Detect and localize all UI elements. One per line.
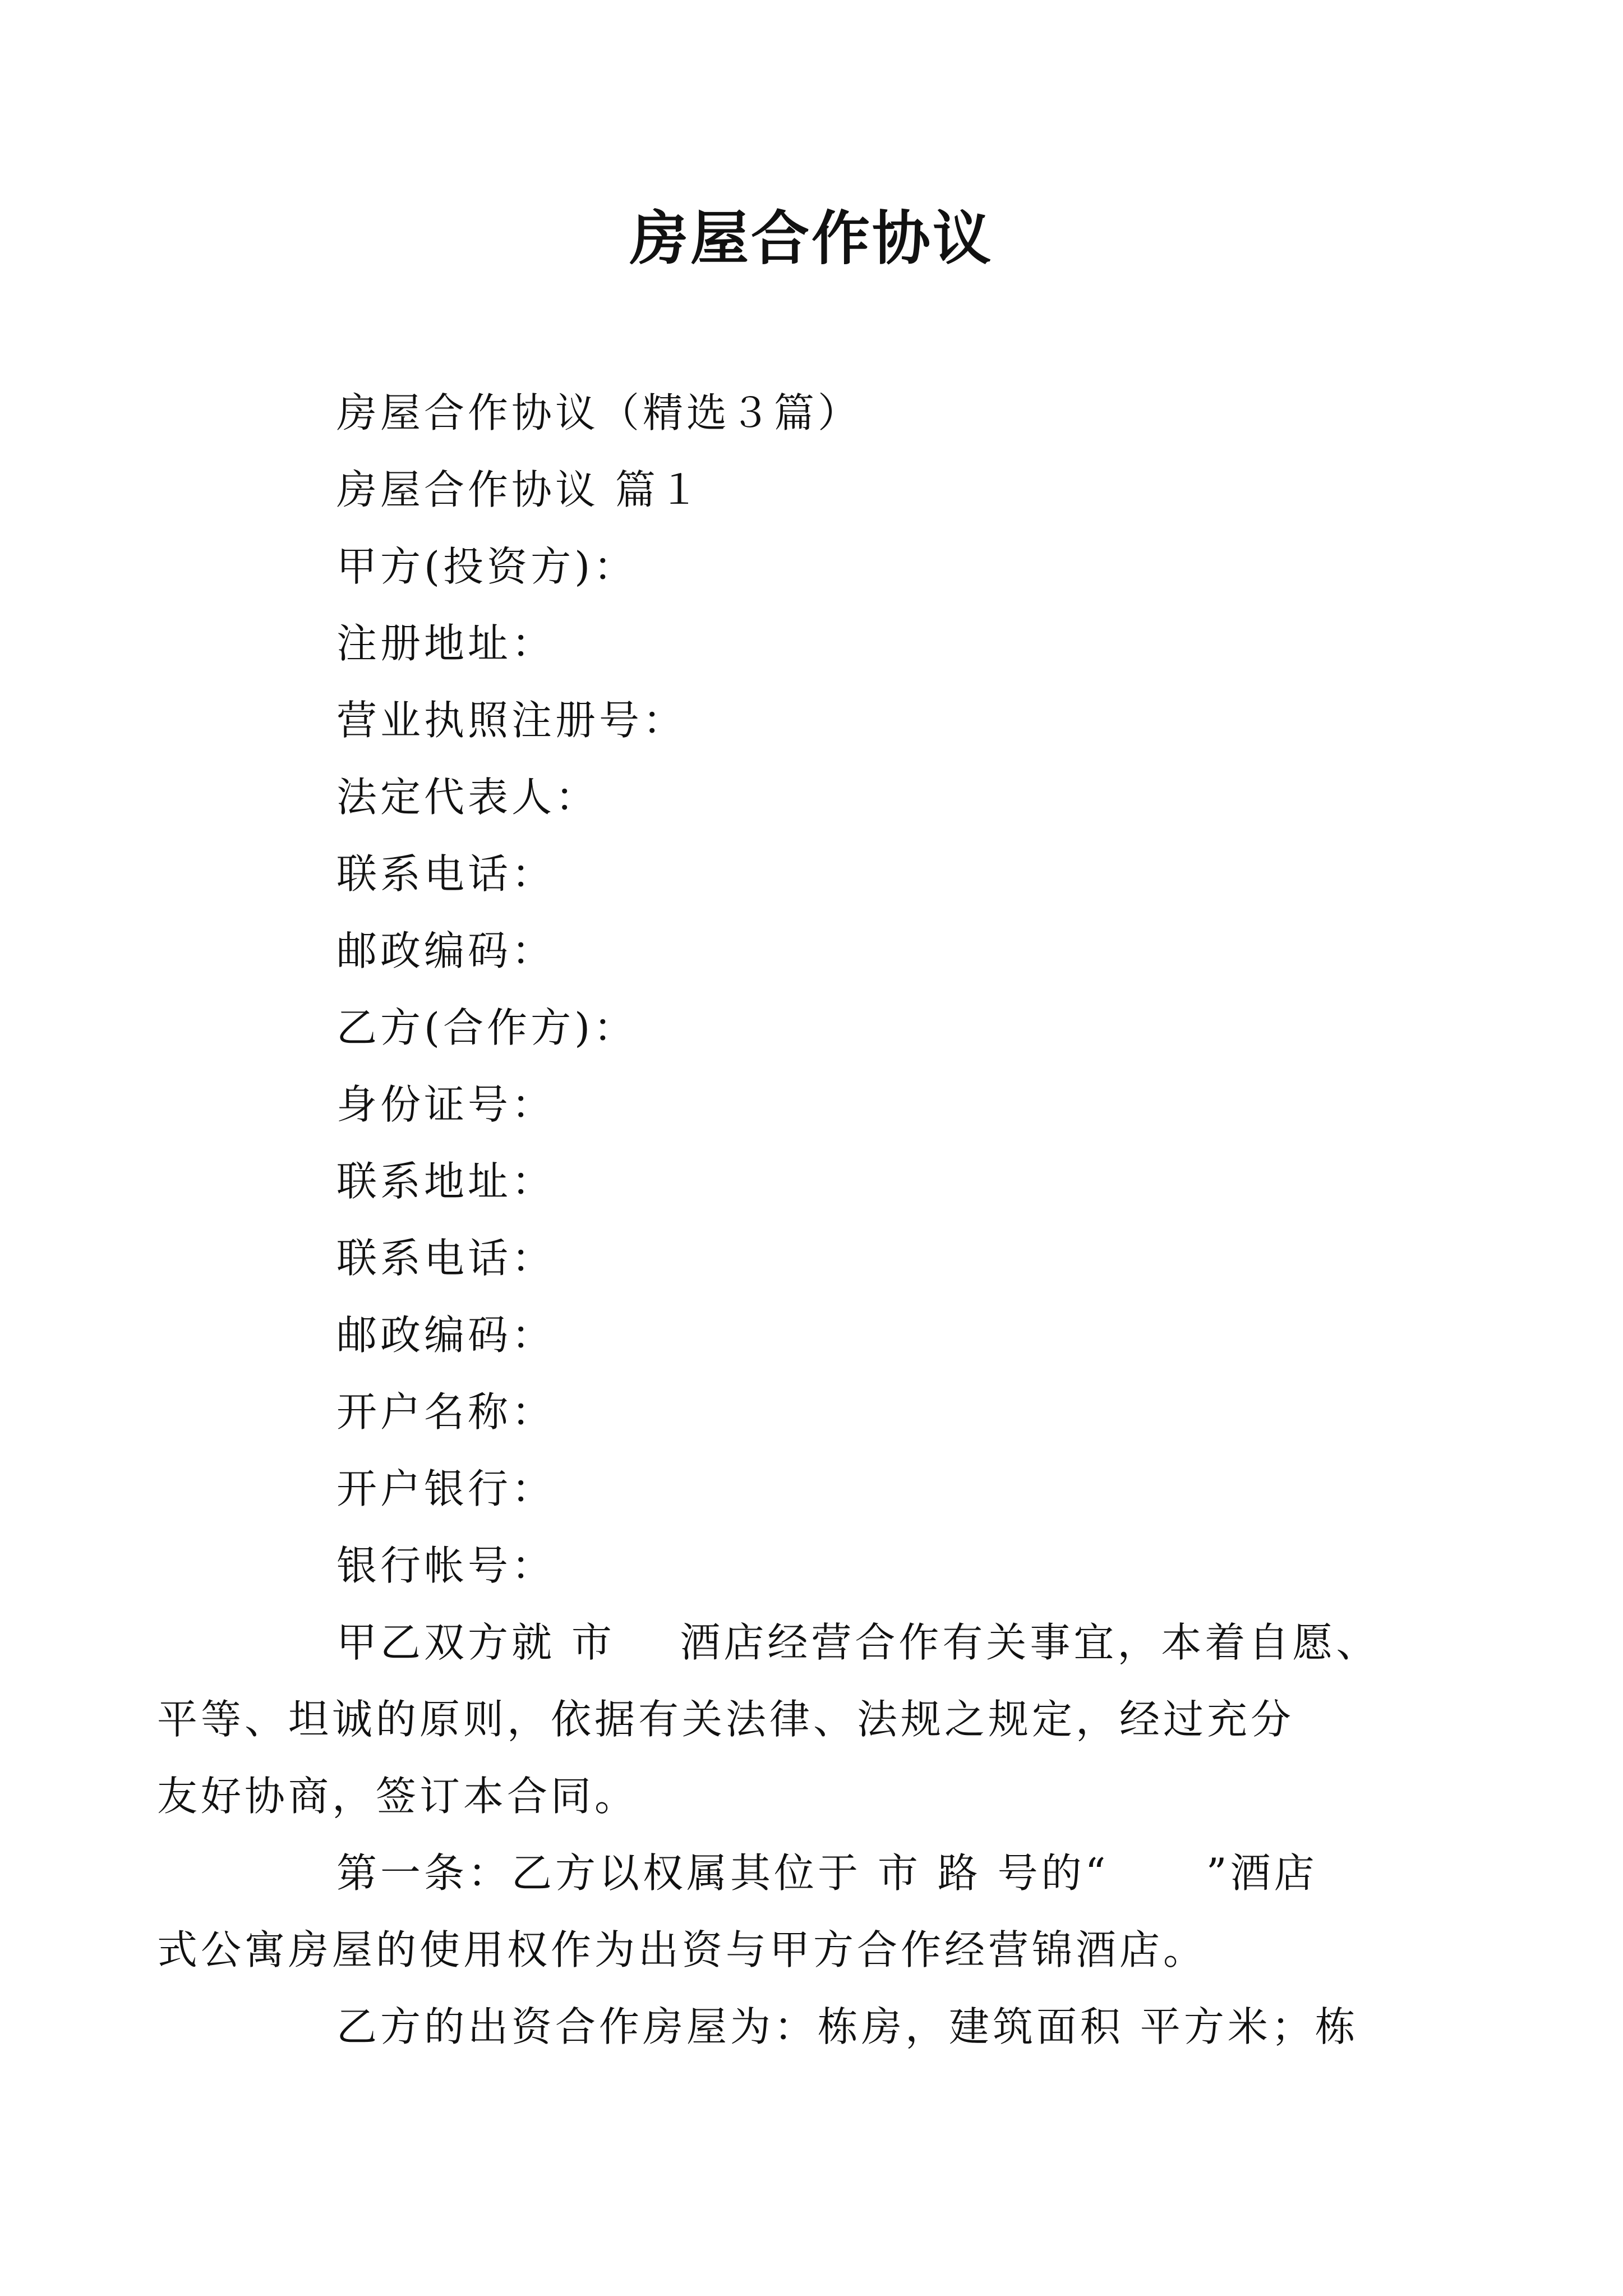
paragraph-2-line-1: 第一条：乙方以权属其位于 市 路 号的“ ”酒店 <box>336 1849 1318 1897</box>
party-a-phone-field: 联系电话： <box>336 850 556 898</box>
paragraph-3-line-1: 乙方的出资合作房屋为：栋房，建筑面积 平方米；栋 <box>336 2003 1359 2050</box>
bank-account-field: 银行帐号： <box>336 1542 556 1589</box>
subtitle-line: 房屋合作协议（精选３篇） <box>336 389 862 436</box>
paragraph-1-line-2: 平等、坦诚的原则，依据有关法律、法规之规定，经过充分 <box>157 1696 1295 1743</box>
id-number-field: 身份证号： <box>336 1081 556 1128</box>
contact-address-field: 联系地址： <box>336 1158 556 1205</box>
party-a-postcode-field: 邮政编码： <box>336 927 556 974</box>
legal-representative-field: 法定代表人： <box>336 774 600 821</box>
bank-name-field: 开户银行： <box>336 1465 556 1512</box>
paragraph-1-line-3: 友好协商，签订本合同。 <box>157 1773 639 1820</box>
paragraph-2-line-2: 式公寓房屋的使用权作为出资与甲方合作经营锦酒店。 <box>157 1926 1207 1973</box>
section-heading: 房屋合作协议 篇１ <box>336 466 703 513</box>
paragraph-1-line-1: 甲乙双方就 市 酒店经营合作有关事宜，本着自愿、 <box>336 1619 1380 1666</box>
document-title: 房屋合作协议 <box>629 204 993 273</box>
business-license-field: 营业执照注册号： <box>336 697 687 744</box>
party-b-phone-field: 联系电话： <box>336 1235 556 1282</box>
registered-address-field: 注册地址： <box>336 620 556 667</box>
document-body <box>157 375 1380 2065</box>
account-name-field: 开户名称： <box>336 1388 556 1435</box>
party-b-postcode-field: 邮政编码： <box>336 1312 556 1359</box>
party-b-label: 乙方(合作方)： <box>336 1004 638 1051</box>
party-a-label: 甲方(投资方)： <box>336 543 638 590</box>
